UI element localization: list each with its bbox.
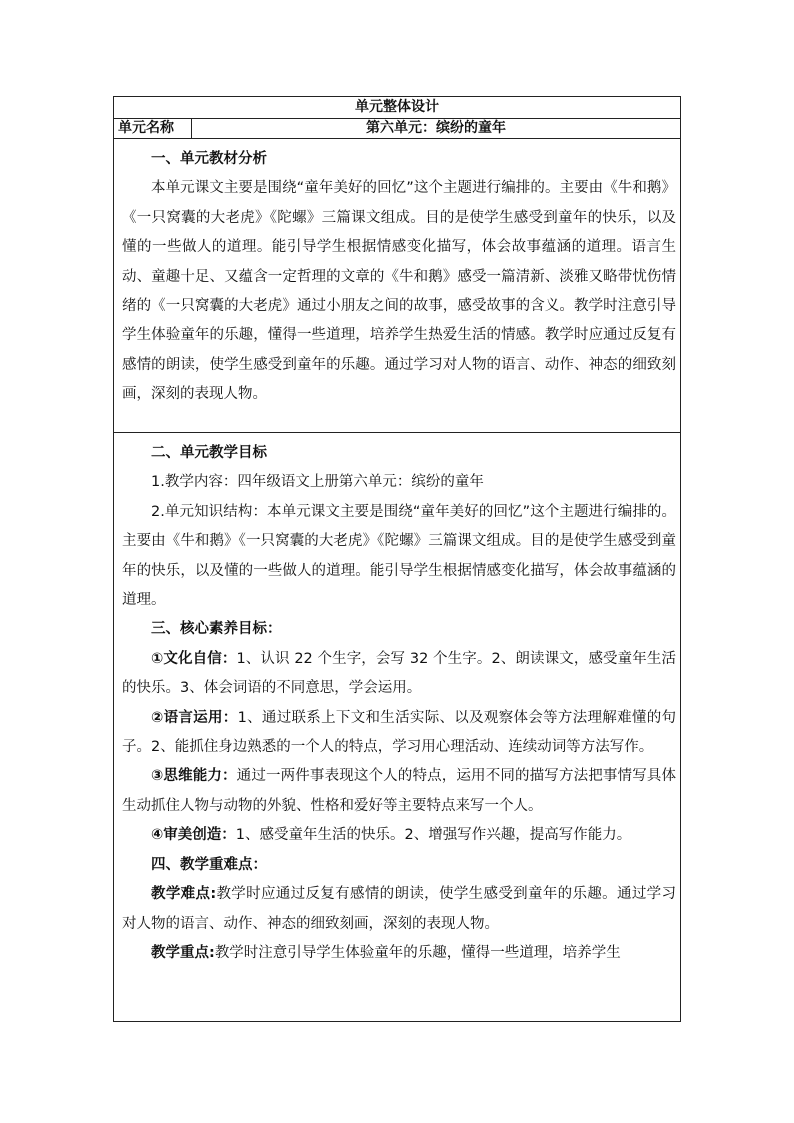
section4-heading: 四、教学重难点：	[151, 856, 267, 873]
difficulty-label: 教学难点:	[151, 886, 217, 903]
teaching-key-point	[122, 939, 676, 968]
goal-text: 1、感受童年生活的快乐。2、增强写作兴趣，提高写作能力。	[235, 827, 632, 844]
textbook-analysis-section	[114, 139, 680, 433]
difficulty-text: 教学时应通过反复有感情的朗读，使学生感受到童年的乐趣。通过学习对人物的语言、动作、神态的细致刻画，深刻的表现人物。	[122, 886, 676, 932]
teaching-difficulty	[122, 880, 676, 939]
unit-design-table	[113, 96, 681, 1022]
goal-aesthetic-creation	[122, 821, 676, 850]
goal-text: 1、认识 22 个生字，会写 32 个生字。2、朗读课文，感受童年生活的快乐。3、体会词语的不同意思，学会运用。	[122, 650, 676, 697]
goal-label: ②语言运用：	[151, 709, 238, 726]
section3-heading: 三、核心素养目标：	[151, 621, 282, 638]
key-point-label: 教学重点:	[151, 944, 215, 961]
knowledge-structure-item: 2.单元知识结构：本单元课文主要是围绕“童年美好的回忆”这个主题进行编排的。主要由《牛和鹅》《一只窝囊的大老虎》《陀螺》三篇课文组成。目的是使学生感受到童年的快乐，以及懂的一些做人的道理。能引导学生根据情感变化描写，体会故事蕴涵的道理。	[122, 503, 676, 609]
goal-text: 通过一两件事表现这个人的特点，运用不同的描写方法把事情写具体生动抓住人物与动物的外貌、性格和爱好等主要特点来写一个人。	[122, 768, 676, 814]
goal-thinking-ability	[122, 762, 676, 821]
goal-text: 1、通过联系上下文和生活实际、以及观察体会等方法理解难懂的句子。2、能抓住身边熟悉的一个人的特点，学习用心理活动、连续动词等方法写作。	[122, 709, 676, 756]
teaching-goals-section	[114, 433, 680, 1021]
unit-name-value: 第六单元：缤纷的童年	[366, 120, 506, 136]
goal-cultural-confidence	[122, 645, 676, 704]
section1-heading: 一、单元教材分析	[151, 151, 267, 167]
unit-name-label: 单元名称	[114, 119, 192, 138]
goal-label: ④审美创造：	[151, 827, 236, 844]
key-point-text: 教学时注意引导学生体验童年的乐趣，懂得一些道理，培养学生	[214, 944, 621, 961]
unit-name-row	[114, 119, 680, 139]
goal-label: ③思维能力：	[151, 768, 237, 785]
goal-language-use	[122, 704, 676, 763]
table-title: 单元整体设计	[114, 97, 680, 119]
section1-body: 本单元课文主要是围绕“童年美好的回忆”这个主题进行编排的。主要由《牛和鹅》《一只窝囊的大老虎》《陀螺》三篇课文组成。目的是使学生感受到童年的快乐，以及懂的一些做人的道理。能引导学生根据情感变化描写，体会故事蕴涵的道理。语言生动、童趣十足、又蕴含一定哲理的文章的《牛和鹅》感受一篇清新、淡雅又略带忧伤情绪的《一只窝囊的大老虎》通过小朋友之间的故事，感受故事的含义。教学时注意引导学生体验童年的乐趣，懂得一些道理，培养学生热爱生活的情感。教学时应通过反复有感情的朗读，使学生感受到童年的乐趣。通过学习对人物的语言、动作、神态的细致刻画，深刻的表现人物。	[122, 180, 676, 403]
goal-label: ①文化自信：	[151, 650, 237, 667]
teaching-content-item: 1.教学内容：四年级语文上册第六单元：缤纷的童年	[151, 474, 484, 491]
section2-heading: 二、单元教学目标	[151, 445, 267, 461]
